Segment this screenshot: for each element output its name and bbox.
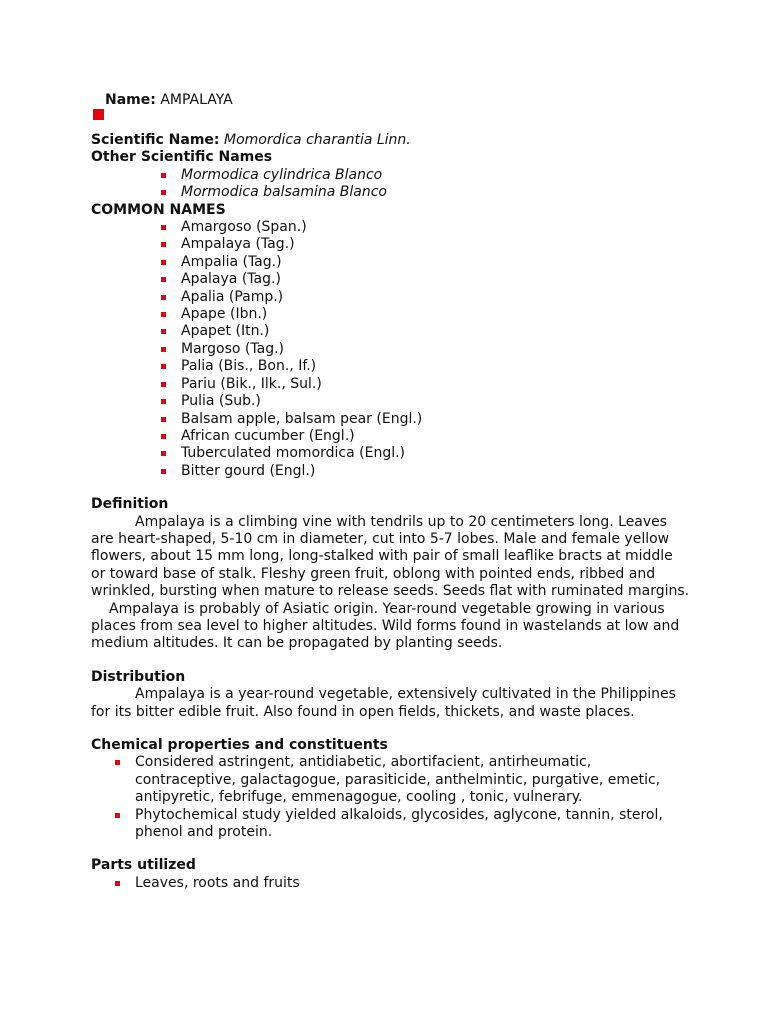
list-item: Leaves, roots and fruits xyxy=(91,875,691,892)
chemical-list xyxy=(91,754,691,841)
red-bullet-marker xyxy=(93,109,104,120)
list-item: Apalaya (Tag.) xyxy=(91,271,691,288)
list-item: Phytochemical study yielded alkaloids, glycosides, aglycone, tannin, sterol, phenol and protein. xyxy=(91,807,691,842)
list-item: Apalia (Pamp.) xyxy=(91,289,691,306)
definition-heading: Definition xyxy=(91,496,169,513)
common-names-heading: COMMON NAMES xyxy=(91,201,226,218)
list-item: Amargoso (Span.) xyxy=(91,219,691,236)
list-item: Bitter gourd (Engl.) xyxy=(91,463,691,480)
list-item: Mormodica cylindrica Blanco xyxy=(91,167,691,184)
name-label: Name: xyxy=(105,92,156,108)
other-scientific-heading: Other Scientific Names xyxy=(91,149,273,166)
list-item: Apape (Ibn.) xyxy=(91,306,691,323)
name-value: AMPALAYA xyxy=(160,92,233,108)
chemical-heading: Chemical properties and constituents xyxy=(91,737,388,753)
name-line xyxy=(105,92,233,109)
list-item: Pulia (Sub.) xyxy=(91,393,691,410)
scientific-name-line xyxy=(91,132,691,149)
distribution-paragraph: Ampalaya is a year-round vegetable, extensively cultivated in the Philippines for its bitter edible fruit. Also found in open fields, thickets, and waste places. xyxy=(91,686,676,720)
list-item: Margoso (Tag.) xyxy=(91,341,691,358)
distribution-heading: Distribution xyxy=(91,668,186,685)
scientific-name-value: Momordica charantia Linn. xyxy=(223,132,411,148)
list-item: Mormodica balsamina Blanco xyxy=(91,184,691,201)
definition-paragraph-2: Ampalaya is probably of Asiatic origin. Year-round vegetable growing in various places from sea level to higher altitudes. Wild forms found in wastelands at low and medium altitudes. It can be propagated by planting seeds. xyxy=(91,600,680,652)
scientific-name-label: Scientific Name: xyxy=(91,132,220,148)
list-item: Pariu (Bik., Ilk., Sul.) xyxy=(91,376,691,393)
list-item: Apapet (Itn.) xyxy=(91,323,691,340)
list-item: Ampalia (Tag.) xyxy=(91,254,691,271)
definition-paragraph-1: Ampalaya is a climbing vine with tendrils up to 20 centimeters long. Leaves are heart-shaped, 5-10 cm in diameter, cut into 5-7 lobes. Male and female yellow flowers, about 15 mm long, long-stalked with pair of small leaflike bracts at middle or toward base of stalk. Fleshy green fruit, oblong with pointed ends, ribbed and wrinkled, bursting when mature to release seeds. Seeds flat with ruminated margins. xyxy=(91,513,690,600)
list-item: African cucumber (Engl.) xyxy=(91,428,691,445)
other-scientific-list xyxy=(91,167,691,202)
parts-list xyxy=(91,875,691,892)
document-content xyxy=(91,132,691,892)
list-item: Ampalaya (Tag.) xyxy=(91,236,691,253)
list-item: Considered astringent, antidiabetic, abortifacient, antirheumatic, contraceptive, galactagogue, parasiticide, anthelmintic, purgative, emetic, antipyretic, febrifuge, emmenagogue, cooling , tonic, vulnerary. xyxy=(91,754,691,806)
list-item: Tuberculated momordica (Engl.) xyxy=(91,445,691,462)
parts-heading: Parts utilized xyxy=(91,857,196,874)
list-item: Palia (Bis., Bon., If.) xyxy=(91,358,691,375)
common-names-list xyxy=(91,219,691,480)
list-item: Balsam apple, balsam pear (Engl.) xyxy=(91,411,691,428)
